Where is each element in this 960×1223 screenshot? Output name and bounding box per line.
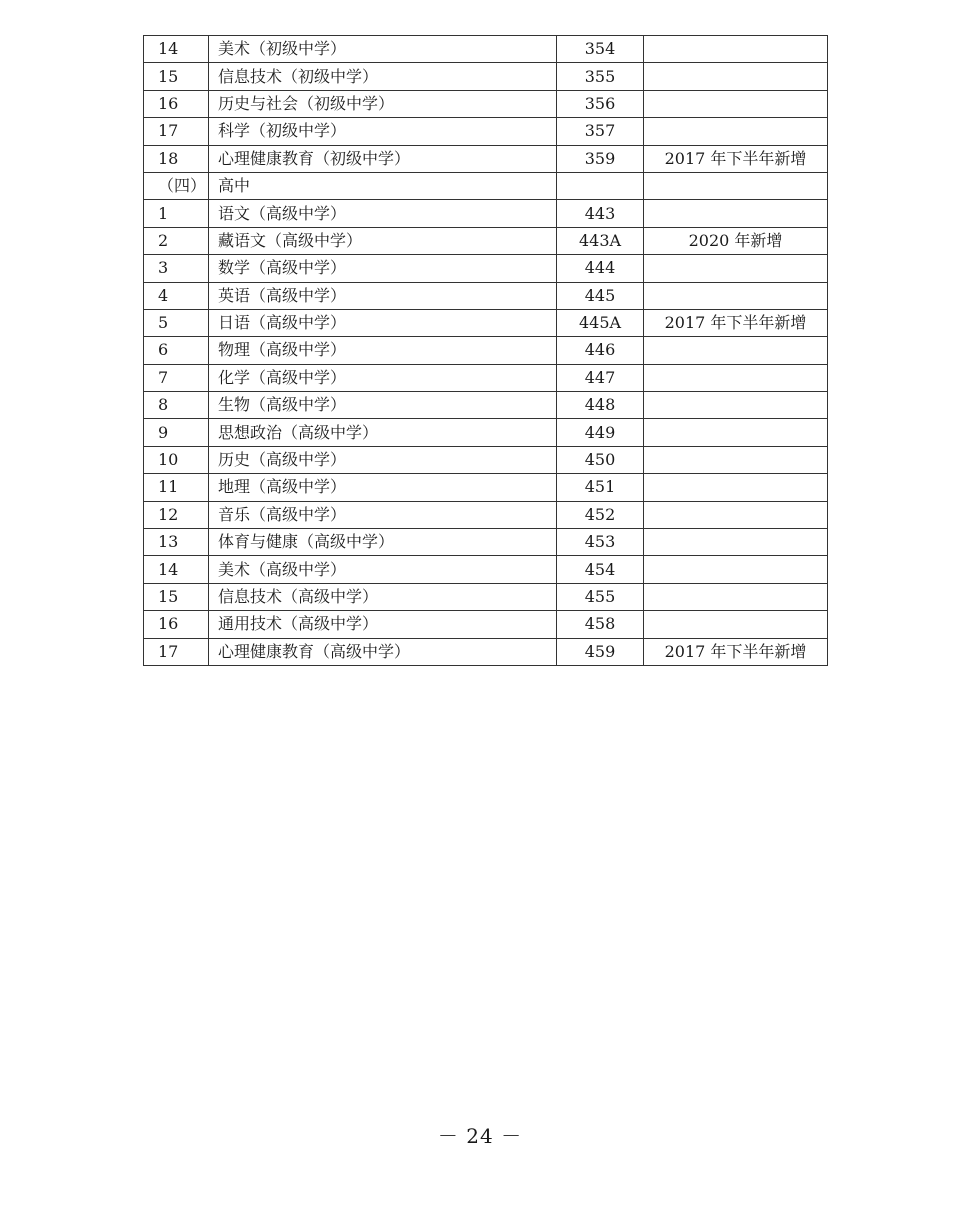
row-number-cell: 6 xyxy=(144,337,209,364)
table-row xyxy=(144,556,828,583)
table-row xyxy=(144,172,828,199)
table-row xyxy=(144,90,828,117)
row-number-cell: 4 xyxy=(144,282,209,309)
subject-name-cell: 日语（高级中学） xyxy=(209,309,557,336)
table-row xyxy=(144,364,828,391)
row-number-cell: （四） xyxy=(144,172,209,199)
subject-name-cell: 高中 xyxy=(209,172,557,199)
table-row xyxy=(144,474,828,501)
subject-code-cell: 449 xyxy=(557,419,644,446)
remark-cell: 2017 年下半年新增 xyxy=(644,309,828,336)
subject-name-cell: 思想政治（高级中学） xyxy=(209,419,557,446)
table-row xyxy=(144,392,828,419)
table-row xyxy=(144,63,828,90)
subject-code-cell: 443 xyxy=(557,200,644,227)
subject-name-cell: 英语（高级中学） xyxy=(209,282,557,309)
remark-cell xyxy=(644,337,828,364)
subject-code-cell: 458 xyxy=(557,611,644,638)
subject-name-cell: 地理（高级中学） xyxy=(209,474,557,501)
table-row xyxy=(144,638,828,665)
subject-code-cell: 455 xyxy=(557,583,644,610)
remark-cell xyxy=(644,282,828,309)
subject-name-cell: 信息技术（初级中学） xyxy=(209,63,557,90)
subject-code-cell: 359 xyxy=(557,145,644,172)
table-row xyxy=(144,282,828,309)
remark-cell xyxy=(644,364,828,391)
remark-cell xyxy=(644,556,828,583)
table-row xyxy=(144,227,828,254)
subject-name-cell: 物理（高级中学） xyxy=(209,337,557,364)
remark-cell: 2020 年新增 xyxy=(644,227,828,254)
remark-cell xyxy=(644,529,828,556)
table-row xyxy=(144,611,828,638)
subject-name-cell: 信息技术（高级中学） xyxy=(209,583,557,610)
row-number-cell: 14 xyxy=(144,556,209,583)
subject-code-cell: 446 xyxy=(557,337,644,364)
table-body xyxy=(144,36,828,666)
subject-code-cell: 357 xyxy=(557,118,644,145)
subject-code-cell: 356 xyxy=(557,90,644,117)
subject-name-cell: 数学（高级中学） xyxy=(209,255,557,282)
row-number-cell: 16 xyxy=(144,90,209,117)
remark-cell: 2017 年下半年新增 xyxy=(644,145,828,172)
row-number-cell: 15 xyxy=(144,583,209,610)
subject-name-cell: 音乐（高级中学） xyxy=(209,501,557,528)
remark-cell xyxy=(644,419,828,446)
subject-name-cell: 历史（高级中学） xyxy=(209,446,557,473)
row-number-cell: 12 xyxy=(144,501,209,528)
row-number-cell: 1 xyxy=(144,200,209,227)
remark-cell xyxy=(644,172,828,199)
row-number-cell: 9 xyxy=(144,419,209,446)
remark-cell xyxy=(644,474,828,501)
remark-cell xyxy=(644,63,828,90)
table-row xyxy=(144,118,828,145)
table-row xyxy=(144,309,828,336)
subject-name-cell: 语文（高级中学） xyxy=(209,200,557,227)
table-row xyxy=(144,419,828,446)
subject-name-cell: 体育与健康（高级中学） xyxy=(209,529,557,556)
row-number-cell: 15 xyxy=(144,63,209,90)
subject-code-cell: 459 xyxy=(557,638,644,665)
table-row xyxy=(144,337,828,364)
table-row xyxy=(144,446,828,473)
table-row xyxy=(144,255,828,282)
subject-name-cell: 美术（初级中学） xyxy=(209,36,557,63)
subject-code-cell: 453 xyxy=(557,529,644,556)
remark-cell xyxy=(644,118,828,145)
subject-code-cell xyxy=(557,172,644,199)
subject-name-cell: 科学（初级中学） xyxy=(209,118,557,145)
remark-cell xyxy=(644,200,828,227)
subject-code-cell: 450 xyxy=(557,446,644,473)
remark-cell xyxy=(644,36,828,63)
remark-cell xyxy=(644,583,828,610)
row-number-cell: 18 xyxy=(144,145,209,172)
row-number-cell: 11 xyxy=(144,474,209,501)
subject-name-cell: 心理健康教育（初级中学） xyxy=(209,145,557,172)
subject-code-cell: 445A xyxy=(557,309,644,336)
remark-cell xyxy=(644,255,828,282)
subject-code-cell: 454 xyxy=(557,556,644,583)
row-number-cell: 5 xyxy=(144,309,209,336)
table-row xyxy=(144,145,828,172)
row-number-cell: 17 xyxy=(144,638,209,665)
remark-cell xyxy=(644,392,828,419)
row-number-cell: 16 xyxy=(144,611,209,638)
row-number-cell: 14 xyxy=(144,36,209,63)
subject-code-cell: 447 xyxy=(557,364,644,391)
subject-name-cell: 历史与社会（初级中学） xyxy=(209,90,557,117)
subject-code-cell: 355 xyxy=(557,63,644,90)
remark-cell xyxy=(644,501,828,528)
subject-code-cell: 451 xyxy=(557,474,644,501)
table-row xyxy=(144,583,828,610)
row-number-cell: 7 xyxy=(144,364,209,391)
table-row xyxy=(144,36,828,63)
subject-name-cell: 心理健康教育（高级中学） xyxy=(209,638,557,665)
subject-name-cell: 化学（高级中学） xyxy=(209,364,557,391)
subject-code-cell: 445 xyxy=(557,282,644,309)
subject-name-cell: 藏语文（高级中学） xyxy=(209,227,557,254)
subject-name-cell: 美术（高级中学） xyxy=(209,556,557,583)
row-number-cell: 13 xyxy=(144,529,209,556)
subject-code-table xyxy=(143,35,828,666)
row-number-cell: 10 xyxy=(144,446,209,473)
remark-cell xyxy=(644,90,828,117)
subject-name-cell: 生物（高级中学） xyxy=(209,392,557,419)
remark-cell: 2017 年下半年新增 xyxy=(644,638,828,665)
subject-code-cell: 448 xyxy=(557,392,644,419)
subject-code-cell: 443A xyxy=(557,227,644,254)
row-number-cell: 2 xyxy=(144,227,209,254)
table-row xyxy=(144,200,828,227)
subject-name-cell: 通用技术（高级中学） xyxy=(209,611,557,638)
remark-cell xyxy=(644,446,828,473)
row-number-cell: 3 xyxy=(144,255,209,282)
remark-cell xyxy=(644,611,828,638)
table-row xyxy=(144,529,828,556)
row-number-cell: 17 xyxy=(144,118,209,145)
subject-code-cell: 452 xyxy=(557,501,644,528)
subject-code-cell: 444 xyxy=(557,255,644,282)
row-number-cell: 8 xyxy=(144,392,209,419)
table-row xyxy=(144,501,828,528)
subject-code-cell: 354 xyxy=(557,36,644,63)
page-number: － 24 － xyxy=(437,1124,523,1148)
